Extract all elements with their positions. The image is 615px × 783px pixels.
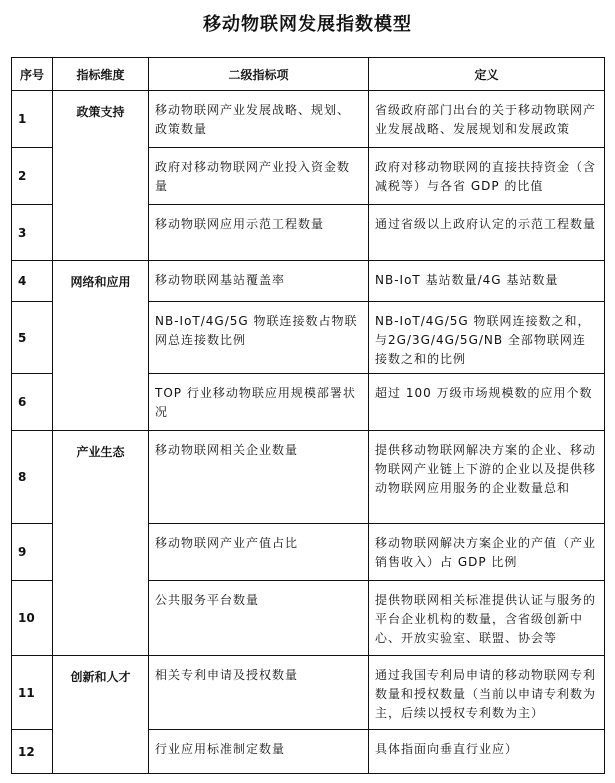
dimension-cell: 产业生态	[53, 431, 149, 656]
item-cell: 移动物联网相关企业数量	[149, 431, 369, 524]
definition-cell: NB-IoT 基站数量/4G 基站数量	[369, 261, 605, 302]
definition-cell: 提供移动物联网解决方案的企业、移动物联网产业链上下游的企业以及提供移动物联网应用服务的企业数量总和	[369, 431, 605, 524]
definition-cell: 提供物联网相关标准提供认证与服务的平台企业机构的数量，含省级创新中心、开放实验室、联盟、协会等	[369, 581, 605, 656]
index-model-table	[11, 57, 605, 774]
dimension-cell: 政策支持	[53, 91, 149, 261]
document-title: 移动物联网发展指数模型	[203, 14, 412, 35]
item-cell: 移动物联网应用示范工程数量	[149, 205, 369, 261]
row-num: 9	[12, 524, 53, 581]
item-cell: 相关专利申请及授权数量	[149, 656, 369, 730]
item-cell: NB-IoT/4G/5G 物联连接数占物联网总连接数比例	[149, 302, 369, 374]
definition-cell: NB-IoT/4G/5G 物联网连接数之和，与2G/3G/4G/5G/NB 全部物联网连接数之和的比例	[369, 302, 605, 374]
item-cell: 移动物联网基站覆盖率	[149, 261, 369, 302]
dimension-cell: 网络和应用	[53, 261, 149, 431]
header-num: 序号	[12, 58, 53, 91]
definition-cell: 移动物联网解决方案企业的产值（产业销售收入）占 GDP 比例	[369, 524, 605, 581]
header-definition: 定义	[369, 58, 605, 91]
item-cell: 行业应用标准制定数量	[149, 730, 369, 774]
row-num: 11	[12, 656, 53, 730]
definition-cell: 通过省级以上政府认定的示范工程数量	[369, 205, 605, 261]
row-num: 8	[12, 431, 53, 524]
definition-cell: 政府对移动物联网的直接扶持资金（含减税等）与各省 GDP 的比值	[369, 148, 605, 205]
definition-cell: 超过 100 万级市场规模数的应用个数	[369, 374, 605, 431]
table-row	[12, 261, 605, 302]
row-num: 1	[12, 91, 53, 148]
definition-cell: 具体指面向垂直行业应）	[369, 730, 605, 774]
row-num: 6	[12, 374, 53, 431]
row-num: 2	[12, 148, 53, 205]
item-cell: TOP 行业移动物联应用规模部署状况	[149, 374, 369, 431]
definition-cell: 省级政府部门出台的关于移动物联网产业发展战略、发展规划和发展政策	[369, 91, 605, 148]
item-cell: 政府对移动物联网产业投入资金数量	[149, 148, 369, 205]
row-num: 4	[12, 261, 53, 302]
table-header-row	[12, 58, 605, 91]
dimension-cell: 创新和人才	[53, 656, 149, 774]
item-cell: 移动物联网产业产值占比	[149, 524, 369, 581]
header-dimension: 指标维度	[53, 58, 149, 91]
table-row	[12, 431, 605, 524]
item-cell: 公共服务平台数量	[149, 581, 369, 656]
definition-cell: 通过我国专利局申请的移动物联网专利数量和授权数量（当前以申请专利数为主，后续以授权专利数为主）	[369, 656, 605, 730]
row-num: 5	[12, 302, 53, 374]
item-cell: 移动物联网产业发展战略、规划、政策数量	[149, 91, 369, 148]
row-num: 3	[12, 205, 53, 261]
table-row	[12, 656, 605, 730]
header-item: 二级指标项	[149, 58, 369, 91]
row-num: 10	[12, 581, 53, 656]
row-num: 12	[12, 730, 53, 774]
table-row	[12, 91, 605, 148]
